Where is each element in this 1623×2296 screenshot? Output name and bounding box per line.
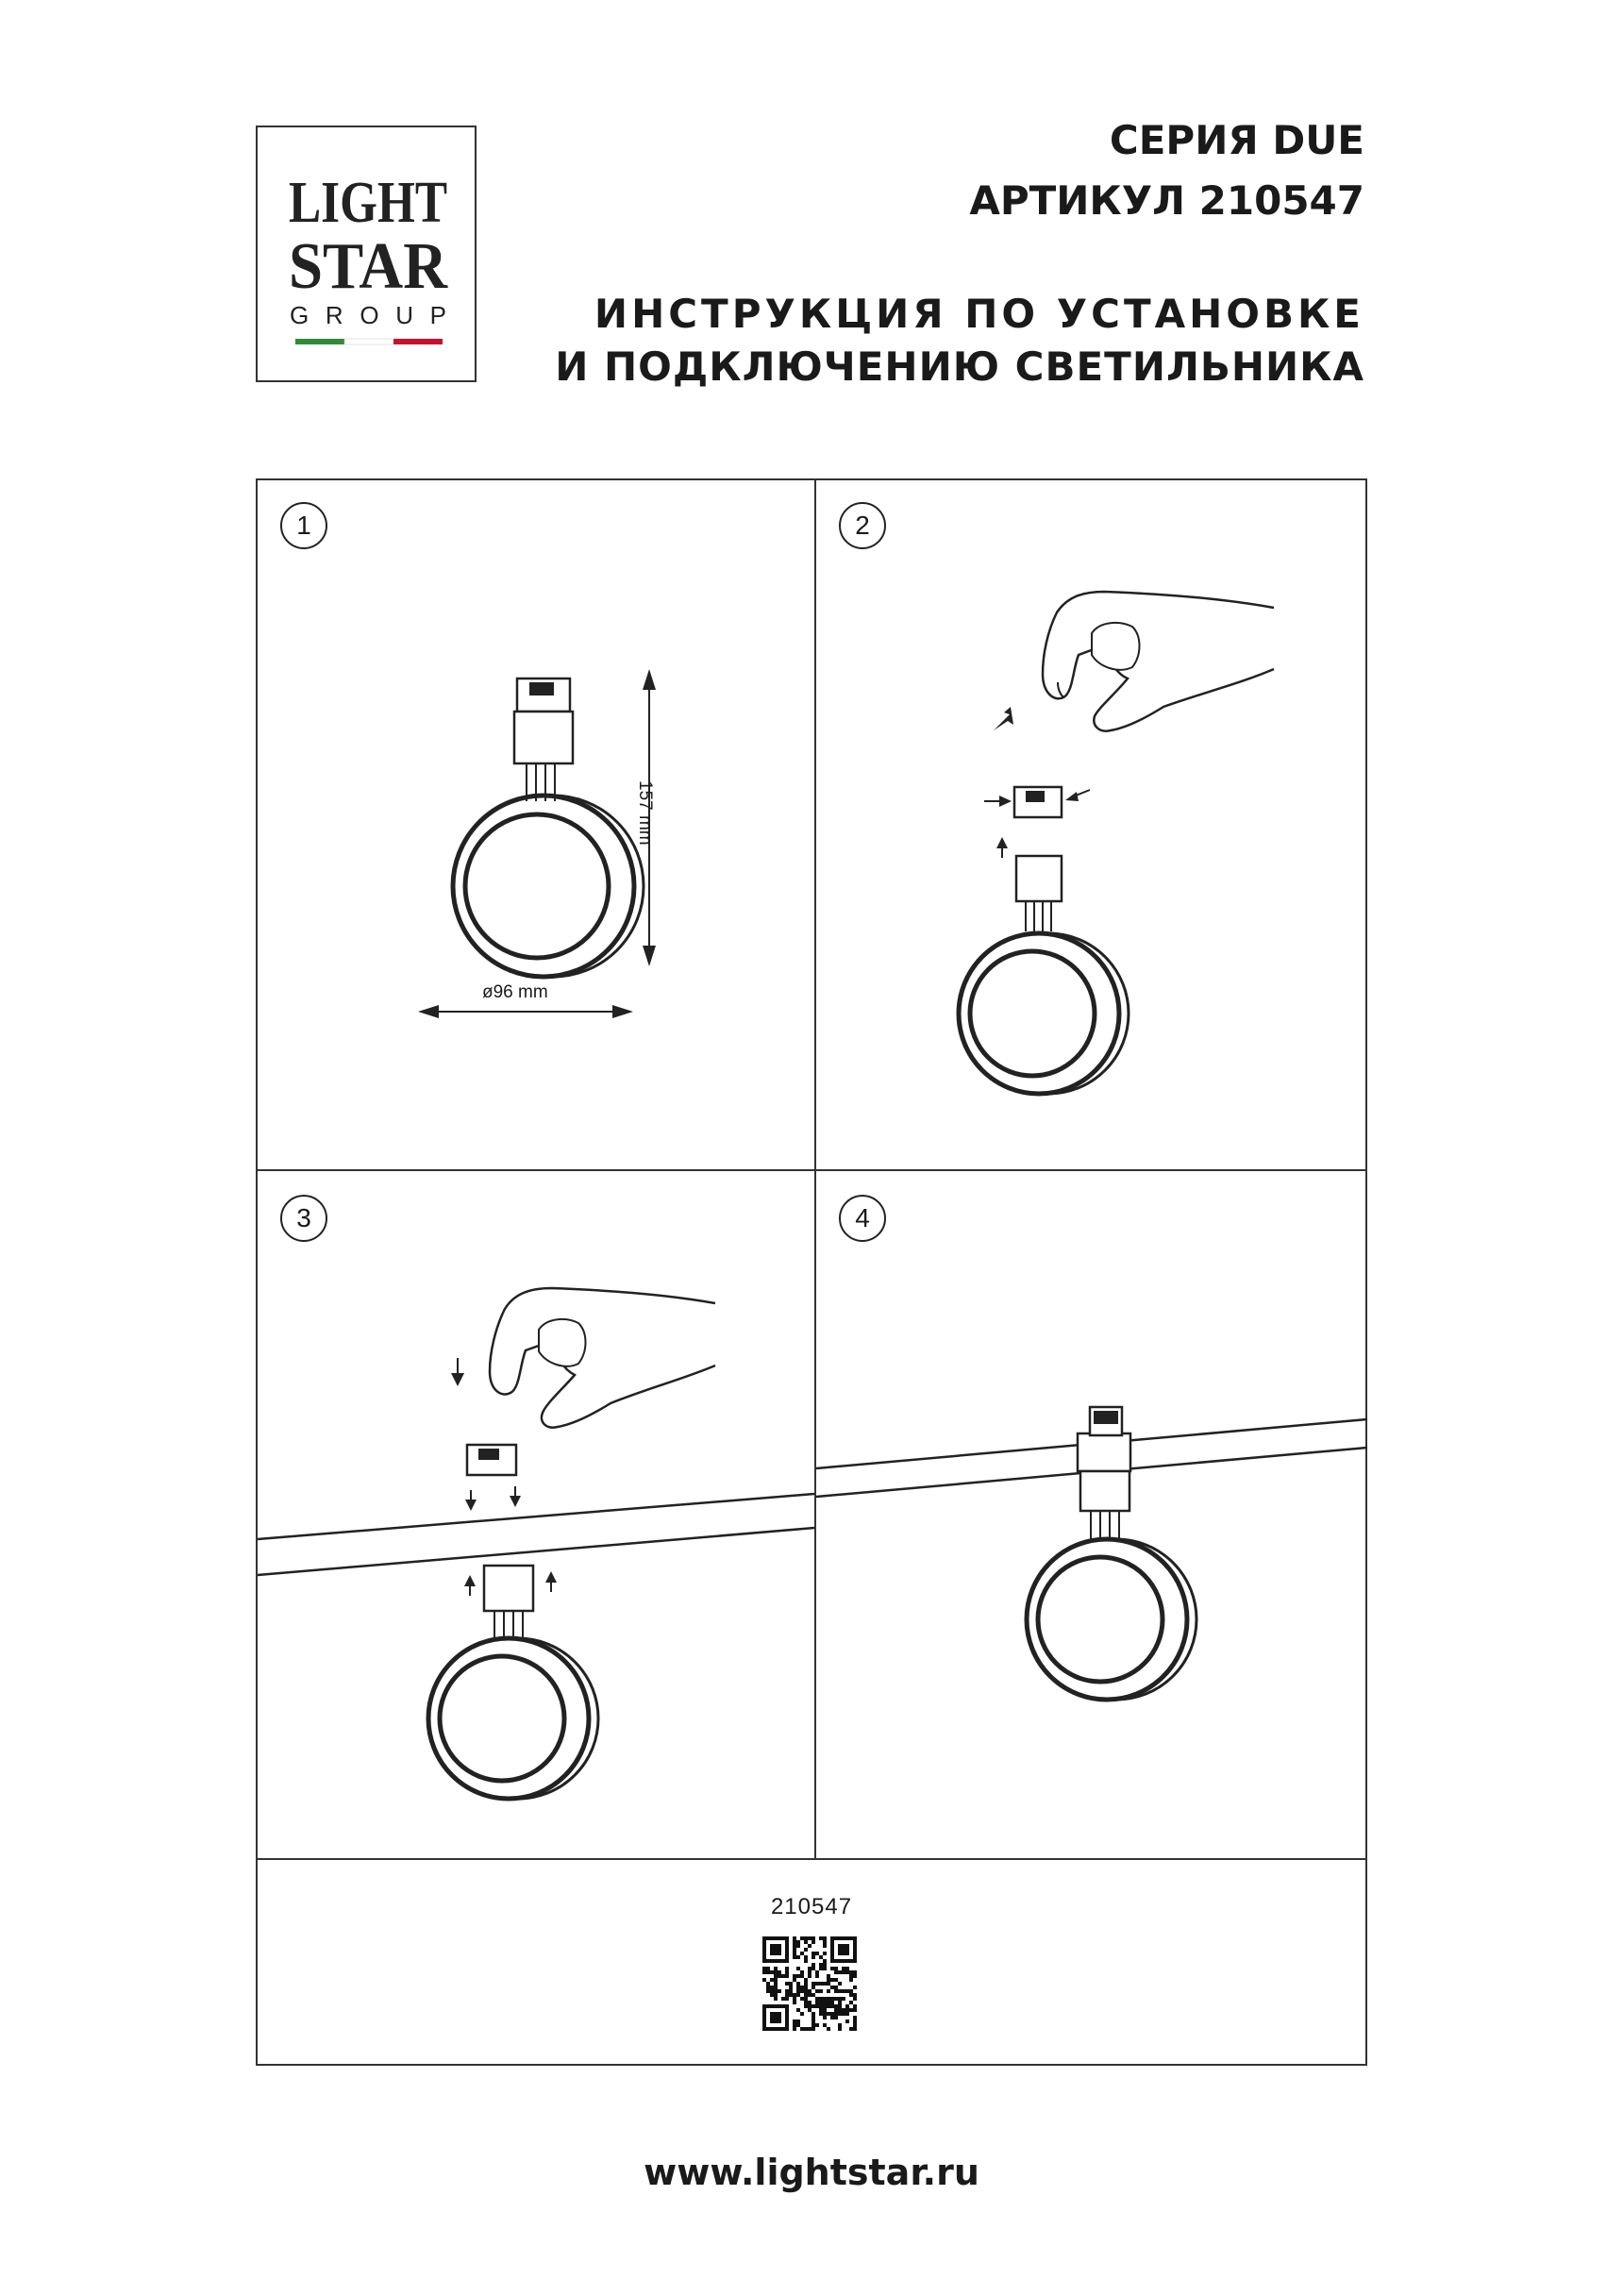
logo-line2: STAR	[289, 230, 449, 303]
flag-red	[393, 339, 443, 344]
ring-luminaire	[453, 796, 644, 977]
step-1-panel	[258, 480, 814, 1169]
instruction-title-line1: ИНСТРУКЦИЯ ПО УСТАНОВКЕ	[594, 291, 1364, 337]
logo-line3: GROUP	[290, 301, 446, 329]
height-dimension-label: 157 mm	[635, 780, 655, 846]
grid-footer-divider	[258, 1858, 1365, 1860]
step-number: 1	[296, 511, 311, 540]
track-adapter	[514, 679, 573, 801]
footer-article-number: 210547	[770, 1894, 853, 1919]
logo-line1: LIGHT	[289, 171, 447, 235]
step-3-illustration	[258, 1171, 814, 1858]
ring-luminaire	[428, 1566, 598, 1799]
track-adapter	[984, 787, 1090, 817]
track-adapter	[465, 1445, 521, 1511]
hand-icon	[490, 1288, 715, 1428]
flag-white	[344, 339, 393, 344]
instruction-title-line2: И ПОДКЛЮЧЕНИЮ СВЕТИЛЬНИКА	[555, 344, 1364, 390]
mounted-luminaire	[1027, 1407, 1196, 1700]
ring-luminaire	[959, 837, 1129, 1094]
step-2-panel	[816, 480, 1367, 1169]
step-1-illustration	[258, 480, 814, 1169]
width-dimension-label: ø96 mm	[482, 982, 548, 1002]
step-number: 2	[855, 511, 870, 540]
brand-logo	[256, 126, 477, 382]
down-arrow-icon	[994, 707, 1013, 730]
width-dimension-arrow	[418, 1005, 633, 1018]
article-heading: АРТИКУЛ 210547	[969, 177, 1364, 224]
step-4-panel	[816, 1171, 1367, 1858]
step-number: 3	[296, 1203, 311, 1232]
down-arrow-icon	[451, 1358, 464, 1386]
instruction-grid	[256, 478, 1367, 2066]
step-number: 4	[855, 1203, 870, 1232]
series-heading: СЕРИЯ DUE	[1109, 117, 1364, 163]
logo-graphic	[258, 127, 478, 384]
hand-icon	[1043, 592, 1274, 731]
step-4-illustration	[816, 1171, 1367, 1858]
track-rail	[258, 1494, 814, 1575]
qr-code-icon[interactable]	[762, 1936, 857, 2031]
flag-green	[295, 339, 344, 344]
step-3-panel	[258, 1171, 814, 1858]
step-2-illustration	[816, 480, 1367, 1169]
website-link[interactable]: www.lightstar.ru	[644, 2152, 979, 2193]
